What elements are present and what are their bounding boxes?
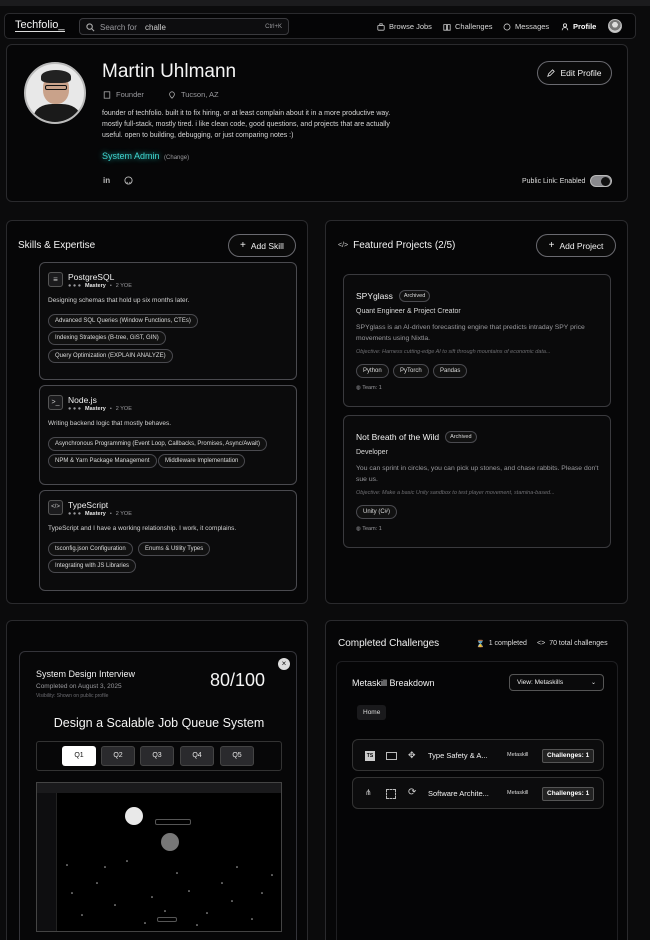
skill-tag: Query Optimization (EXPLAIN ANALYZE): [48, 349, 173, 363]
nav-profile[interactable]: [561, 22, 596, 31]
challenge-count-badge: Challenges: 1: [542, 749, 594, 763]
skill-card-nodejs[interactable]: [39, 385, 297, 485]
skill-card-postgresql[interactable]: [39, 262, 297, 380]
public-link-label: Public Link: Enabled: [522, 178, 586, 185]
project-card-spyglass[interactable]: [343, 274, 611, 407]
interview-visibility: Visibility: Shown on public profile: [36, 693, 109, 699]
team-count: ◍ Team: 1: [356, 385, 382, 391]
total-count: [537, 640, 608, 647]
skill-tag: Advanced SQL Queries (Window Functions, CTEs): [48, 314, 198, 328]
user-icon: [561, 23, 569, 31]
change-role-link[interactable]: (Change): [164, 155, 190, 161]
project-desc: SPYglass is an AI-driven forecasting engine that predicts intraday SPY price movements using Nixtla.: [356, 324, 585, 342]
metaskill-name: Software Archite...: [428, 789, 489, 798]
search-icon: [86, 23, 95, 32]
skill-yoe: 2 YOE: [115, 406, 132, 412]
total-label: 70 total challenges: [549, 640, 608, 647]
skill-tag: Indexing Strategies (B-tree, GiST, GIN): [48, 331, 166, 345]
nav-challenges[interactable]: [443, 22, 493, 31]
add-skill-label: Add Skill: [250, 240, 284, 251]
edit-label: Edit Profile: [560, 68, 602, 78]
team-label: Team: 1: [362, 526, 382, 532]
skill-name: Node.js: [68, 395, 97, 405]
pencil-icon: [547, 69, 555, 77]
bio: founder of techfolio. built it to fix hiring, or at least complain about it in a more productive way. mostly full-stack, mostly tired. i like clean code, good questions, and projects that are actually useful. open to building, debugging, or just comparing notes :): [102, 110, 391, 139]
github-icon[interactable]: [124, 176, 133, 185]
skill-meta: ● ● ● Mastery • 2 YOE: [68, 283, 132, 289]
admin-badge: [102, 151, 189, 161]
linkedin-icon[interactable]: in: [103, 176, 111, 185]
skills-card: [6, 220, 308, 604]
book-icon: [443, 23, 451, 31]
skill-yoe: 2 YOE: [115, 511, 132, 517]
view-select-label: View: Metaskills: [517, 679, 564, 686]
code-icon: </>: [48, 500, 63, 515]
location-text: Tucson, AZ: [180, 90, 219, 99]
search-prefix: Search for: [100, 23, 137, 32]
completed-label: 1 completed: [488, 640, 527, 647]
refresh-icon: ⟳: [408, 787, 417, 798]
interview-heading: Design a Scalable Job Queue System: [53, 716, 265, 730]
briefcase-icon: [377, 23, 385, 31]
role-text: Founder: [116, 90, 144, 99]
code-icon: <>: [537, 640, 546, 647]
skill-tag: tsconfig.json Configuration: [48, 542, 133, 556]
avatar-small[interactable]: [608, 19, 622, 33]
skill-yoe: 2 YOE: [115, 283, 132, 289]
location-icon: [168, 91, 176, 99]
shortcut-hint: Ctrl+K: [265, 24, 282, 30]
interview-score: 80/100: [210, 670, 266, 690]
skill-tag: Enums & Utility Types: [138, 542, 210, 556]
skill-tag: NPM & Yarn Package Management: [48, 454, 157, 468]
metaskill-row[interactable]: [352, 777, 604, 809]
nav-label: Messages: [515, 22, 550, 31]
tab-q3[interactable]: Q3: [140, 746, 174, 766]
interview-section: [6, 620, 308, 940]
archived-badge: Archived: [445, 431, 476, 443]
admin-label: System Admin: [102, 151, 160, 161]
code-icon: </>: [338, 242, 349, 249]
nav-messages[interactable]: [503, 22, 549, 31]
skill-desc: Designing schemas that hold up six months later.: [48, 297, 190, 304]
grid-icon: [386, 752, 397, 760]
close-icon[interactable]: ×: [278, 658, 290, 670]
ts-icon: TS: [366, 753, 374, 759]
top-nav: [4, 13, 636, 39]
project-tag: Unity (C#): [356, 505, 397, 519]
tab-q1[interactable]: Q1: [62, 746, 96, 766]
tab-q4[interactable]: Q4: [180, 746, 214, 766]
breadcrumb-home[interactable]: Home: [357, 705, 386, 720]
plus-icon: +: [548, 240, 555, 251]
puzzle-icon: ✥: [408, 750, 416, 760]
building-icon: [103, 91, 111, 99]
nav-browse-jobs[interactable]: [377, 22, 432, 31]
project-tag: Pandas: [433, 364, 467, 378]
skill-level: Mastery: [85, 283, 106, 289]
tab-q5[interactable]: Q5: [220, 746, 254, 766]
view-select[interactable]: [509, 674, 604, 691]
add-skill-button[interactable]: [228, 234, 296, 257]
add-project-label: Add Project: [559, 240, 604, 251]
project-name: SPYglass: [356, 291, 393, 301]
edit-profile-button[interactable]: [537, 61, 612, 85]
nav-label: Challenges: [455, 22, 493, 31]
project-title-row: [356, 290, 430, 302]
project-tag: Python: [356, 364, 389, 378]
database-icon: ≡: [48, 272, 63, 287]
team-count: ◍ Team: 1: [356, 526, 382, 532]
skill-desc: TypeScript and I have a working relationship. I work, it complains.: [48, 525, 237, 532]
skill-tag: Integrating with JS Libraries: [48, 559, 136, 573]
skills-title: Skills & Expertise: [18, 240, 96, 251]
message-icon: [503, 23, 511, 31]
challenges-card: [325, 620, 628, 940]
metaskill-tag: Metaskill: [507, 752, 529, 758]
metaskill-panel: [336, 661, 618, 940]
skill-name: TypeScript: [68, 500, 109, 510]
profile-card: [6, 44, 628, 202]
tab-q2[interactable]: Q2: [101, 746, 135, 766]
metaskill-tag: Metaskill: [507, 790, 529, 796]
search-input[interactable]: [79, 18, 289, 35]
skill-tag: Asynchronous Programming (Event Loop, Callbacks, Promises, Async/Await): [48, 437, 267, 451]
project-objective: Objective: Harness cutting-edge AI to sift through mountains of economic data...: [356, 349, 551, 355]
search-value: challe: [145, 23, 166, 32]
projects-card: [325, 220, 628, 604]
metaskill-name: Type Safety & A...: [428, 751, 488, 760]
public-link-toggle[interactable]: [590, 175, 612, 187]
project-objective: Objective: Make a basic Unity sandbox to test player movement, stamina-based...: [356, 490, 555, 496]
project-name: Not Breath of the Wild: [356, 432, 440, 442]
project-role: Quant Engineer & Project Creator: [356, 308, 461, 315]
terminal-icon: >_: [48, 395, 63, 410]
nav-label: Profile: [573, 22, 597, 31]
role-row: [103, 90, 219, 99]
challenge-count-badge: Challenges: 1: [542, 787, 594, 801]
skill-level: Mastery: [85, 511, 106, 517]
skill-meta: ● ● ● Mastery • 2 YOE: [68, 511, 132, 517]
breakdown-title: Metaskill Breakdown: [352, 678, 435, 688]
trophy-icon: ⌛: [476, 641, 485, 648]
skill-name: PostgreSQL: [68, 272, 115, 282]
profile-name: Martin Uhlmann: [102, 61, 237, 82]
team-label: Team: 1: [362, 385, 382, 391]
frame-icon: [386, 789, 396, 799]
skill-tag: Middleware Implementation: [158, 454, 245, 468]
plus-icon: +: [240, 240, 246, 251]
completed-count: [476, 640, 527, 648]
archived-badge: Archived: [399, 290, 430, 302]
skill-meta: ● ● ● Mastery • 2 YOE: [68, 406, 132, 412]
project-desc: You can sprint in circles, you can pick up stones, and chase rabbits. Please don't sue us.: [356, 465, 599, 483]
interview-completed: Completed on August 3, 2025: [36, 683, 122, 690]
interview-screenshot[interactable]: [36, 782, 282, 932]
challenges-title: Completed Challenges: [338, 638, 440, 649]
chevron-down-icon: ⌄: [590, 680, 596, 686]
skill-level: Mastery: [85, 406, 106, 412]
project-title-row: [356, 431, 477, 443]
project-card-not-botw[interactable]: [343, 415, 611, 548]
logo[interactable]: Techfolio_: [15, 19, 65, 31]
skill-card-typescript[interactable]: [39, 490, 297, 591]
metaskill-row[interactable]: [352, 739, 604, 771]
nav-label: Browse Jobs: [389, 22, 432, 31]
add-project-button[interactable]: [536, 234, 616, 257]
projects-title: Featured Projects (2/5): [353, 240, 456, 251]
interview-card: [19, 651, 297, 940]
interview-title: System Design Interview: [36, 669, 136, 679]
project-tag: PyTorch: [393, 364, 429, 378]
skill-desc: Writing backend logic that mostly behaves.: [48, 420, 172, 427]
hierarchy-icon: ⋔: [365, 788, 372, 797]
projects-title-row: [338, 240, 455, 251]
avatar: [24, 62, 86, 124]
project-role: Developer: [356, 449, 388, 456]
